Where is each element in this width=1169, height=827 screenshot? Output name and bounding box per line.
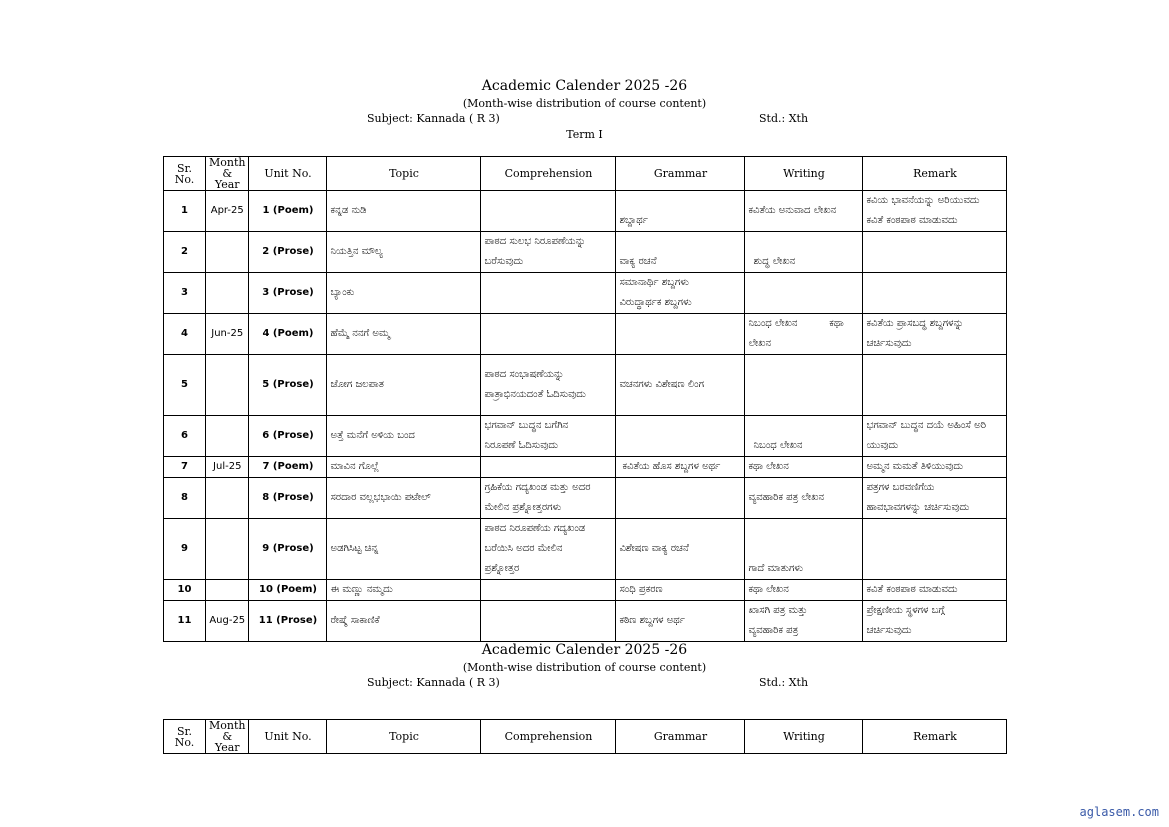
- comprehension: [481, 273, 616, 314]
- sr-no: 9: [164, 519, 206, 580]
- col-header-sr: Sr. No.: [164, 157, 206, 191]
- topic: ಕನ್ನಡ ನುಡಿ: [327, 191, 481, 232]
- sr-no: 8: [164, 478, 206, 519]
- grammar: ಶಬ್ದಾರ್ಥ: [616, 191, 745, 232]
- sr-no: 5: [164, 355, 206, 416]
- remark: ಕವಿತೆ ಕಂಠಪಾಠ ಮಾಡುವದು: [863, 580, 1007, 601]
- col-header-remark: Remark: [863, 720, 1007, 754]
- writing: ಕಥಾ ಲೇಖನ: [745, 580, 863, 601]
- writing: ಕವಿತೆಯ ಅನುವಾದ ಲೇಖನ: [745, 191, 863, 232]
- subject-label-2: Subject: Kannada ( R 3): [367, 676, 500, 689]
- grammar: ಕವಿತೆಯ ಹೊಸ ಶಬ್ದಗಳ ಅರ್ಥ: [616, 457, 745, 478]
- unit-no: 8 (Prose): [249, 478, 327, 519]
- table-row: [164, 580, 1007, 601]
- remark: [863, 355, 1007, 416]
- calendar-title: Academic Calender 2025 -26: [481, 78, 688, 94]
- month: Jul-25: [206, 457, 249, 478]
- grammar: ಸಮಾನಾರ್ಥಿ ಶಬ್ದಗಳು ವಿರುದ್ಧಾರ್ಥಕ ಶಬ್ದಗಳು: [616, 273, 745, 314]
- remark: ಕವಿಯ ಭಾವನೆಯನ್ನು ಅರಿಯುವದು ಕವಿತೆ ಕಂಠಪಾಠ ಮಾಡುವದು: [863, 191, 1007, 232]
- unit-no: 6 (Prose): [249, 416, 327, 457]
- remark: ಪತ್ರಗಳ ಬರವಣಿಗೆಯ ಹಾವಭಾವಗಳನ್ನು ಚರ್ಚಿಸುವುದು: [863, 478, 1007, 519]
- col-header-month: Month & Year: [206, 720, 249, 754]
- month: Aug-25: [206, 601, 249, 642]
- topic: ಅಡಗಿಸಿಟ್ಟ ಚಿನ್ನ: [327, 519, 481, 580]
- header-row: [164, 720, 1007, 754]
- std-label-2: Std.: Xth: [759, 676, 809, 689]
- writing: ವ್ಯವಹಾರಿಕ ಪತ್ರ ಲೇಖನ: [745, 478, 863, 519]
- remark: [863, 273, 1007, 314]
- comprehension: ಪಾಠದ ನಿರೂಪಣೆಯ ಗದ್ಯಖಂಡ ಬರೆಯಿಸಿ ಅದರ ಮೇಲಿನ ಪ್ರಶ್ನೋತ್ತರ: [481, 519, 616, 580]
- month: [206, 478, 249, 519]
- col-header-grammar: Grammar: [616, 720, 745, 754]
- writing: ಗಾದೆ ಮಾತುಗಳು: [745, 519, 863, 580]
- table-row: [164, 273, 1007, 314]
- table-row: [164, 314, 1007, 355]
- col-header-sr: Sr. No.: [164, 720, 206, 754]
- writing: ನಿಬಂಧ ಲೇಖನ: [745, 416, 863, 457]
- col-header-writing: Writing: [745, 720, 863, 754]
- calendar-subtitle-2: (Month-wise distribution of course content): [462, 661, 707, 674]
- remark: ಅಮ್ಮನ ಮಮತೆ ತಿಳಿಯುವುದು: [863, 457, 1007, 478]
- table-row: [164, 232, 1007, 273]
- table-row: [164, 457, 1007, 478]
- sr-no: 10: [164, 580, 206, 601]
- comprehension: [481, 191, 616, 232]
- table-row: [164, 478, 1007, 519]
- table-row: [164, 416, 1007, 457]
- table-row: [164, 355, 1007, 416]
- grammar: ಸಂಧಿ ಪ್ರಕರಣ: [616, 580, 745, 601]
- remark: ಪ್ರೇಕ್ಷಣೀಯ ಸ್ಥಳಗಳ ಬಗ್ಗೆ ಚರ್ಚಿಸುವುದು: [863, 601, 1007, 642]
- month: [206, 232, 249, 273]
- col-header-topic: Topic: [327, 157, 481, 191]
- grammar: [616, 314, 745, 355]
- topic: ಬ್ಯಾಂಕು: [327, 273, 481, 314]
- month: Apr-25: [206, 191, 249, 232]
- comprehension: ಭಗವಾನ್ ಬುದ್ಧನ ಬಗೆಗಿನ ನಿರೂಪಣೆ ಓದಿಸುವುದು: [481, 416, 616, 457]
- table-row: [164, 601, 1007, 642]
- comprehension: [481, 457, 616, 478]
- grammar: [616, 416, 745, 457]
- month: Jun-25: [206, 314, 249, 355]
- topic: ಸರದಾರ ವಲ್ಲಭಭಾಯಿ ಪಟೇಲ್: [327, 478, 481, 519]
- col-header-month: Month & Year: [206, 157, 249, 191]
- month: [206, 416, 249, 457]
- col-header-writing: Writing: [745, 157, 863, 191]
- month: [206, 580, 249, 601]
- grammar: ವಾಕ್ಯ ರಚನೆ: [616, 232, 745, 273]
- sr-no: 3: [164, 273, 206, 314]
- comprehension: ಪಾಠದ ಸಂಭಾಷಣೆಯನ್ನು ಪಾತ್ರಾಭಿನಯದಂತೆ ಓದಿಸುವುದು: [481, 355, 616, 416]
- sr-no: 7: [164, 457, 206, 478]
- comprehension: [481, 580, 616, 601]
- comprehension: [481, 601, 616, 642]
- std-label: Std.: Xth: [759, 112, 809, 125]
- sr-no: 4: [164, 314, 206, 355]
- term-label: Term I: [566, 128, 603, 141]
- month: [206, 355, 249, 416]
- grammar: ವಚನಗಳು ವಿಶೇಷಣ ಲಿಂಗ: [616, 355, 745, 416]
- sr-no: 1: [164, 191, 206, 232]
- subject-label: Subject: Kannada ( R 3): [367, 112, 500, 125]
- calendar-title-2: Academic Calender 2025 -26: [481, 642, 688, 658]
- comprehension: [481, 314, 616, 355]
- writing: ನಿಬಂಧ ಲೇಖನ ಕಥಾ ಲೇಖನ: [745, 314, 863, 355]
- col-header-grammar: Grammar: [616, 157, 745, 191]
- writing: ಕಥಾ ಲೇಖನ: [745, 457, 863, 478]
- unit-no: 10 (Poem): [249, 580, 327, 601]
- grammar: [616, 478, 745, 519]
- sr-no: 11: [164, 601, 206, 642]
- unit-no: 2 (Prose): [249, 232, 327, 273]
- month: [206, 273, 249, 314]
- col-header-unit: Unit No.: [249, 157, 327, 191]
- table-row: [164, 519, 1007, 580]
- month: [206, 519, 249, 580]
- col-header-topic: Topic: [327, 720, 481, 754]
- calendar-table: [163, 156, 1007, 642]
- watermark: aglasem.com: [1079, 805, 1159, 819]
- header-row: [164, 157, 1007, 191]
- sr-no: 6: [164, 416, 206, 457]
- unit-no: 3 (Prose): [249, 273, 327, 314]
- col-header-comprehension: Comprehension: [481, 157, 616, 191]
- remark: ಭಗವಾನ್ ಬುದ್ಧನ ದಯೆ ಅಹಿಂಸೆ ಅರಿ ಯುವುದು: [863, 416, 1007, 457]
- topic: ಅತ್ತೆ ಮನೆಗೆ ಅಳಿಯ ಬಂದ: [327, 416, 481, 457]
- sr-no: 2: [164, 232, 206, 273]
- col-header-remark: Remark: [863, 157, 1007, 191]
- calendar-subtitle: (Month-wise distribution of course content): [462, 97, 707, 110]
- col-header-comprehension: Comprehension: [481, 720, 616, 754]
- unit-no: 9 (Prose): [249, 519, 327, 580]
- grammar: ಕಠಿಣ ಶಬ್ದಗಳ ಅರ್ಥ: [616, 601, 745, 642]
- topic: ಹೆಮ್ಮೆ ನನಗೆ ಅಮ್ಮ: [327, 314, 481, 355]
- topic: ಮಾವಿನ ಗೊಲ್ಲೆ: [327, 457, 481, 478]
- topic: ಈ ಮಣ್ಣು ನಮ್ಮದು: [327, 580, 481, 601]
- comprehension: ಪಾಠದ ಸುಲಭ ನಿರೂಪಣೆಯನ್ನು ಬರೆಸುವುದು: [481, 232, 616, 273]
- comprehension: ಗ್ರಹಿಕೆಯ ಗದ್ಯಖಂಡ ಮತ್ತು ಅದರ ಮೇಲಿನ ಪ್ರಶ್ನೋತ್ತರಗಳು: [481, 478, 616, 519]
- col-header-unit: Unit No.: [249, 720, 327, 754]
- unit-no: 7 (Poem): [249, 457, 327, 478]
- remark: ಕವಿತೆಯ ಪ್ರಾಸಬದ್ಧ ಶಬ್ದಗಳನ್ನು ಚರ್ಚಿಸುವುದು: [863, 314, 1007, 355]
- writing: ಶುದ್ಧ ಲೇಖನ: [745, 232, 863, 273]
- calendar-table-2: [163, 719, 1007, 754]
- topic: ರೇಷ್ಮೆ ಸಾಕಾಣಿಕೆ: [327, 601, 481, 642]
- remark: [863, 519, 1007, 580]
- topic: ನಿಯತ್ತಿನ ಮೌಲ್ಯ: [327, 232, 481, 273]
- writing: [745, 273, 863, 314]
- writing: [745, 355, 863, 416]
- grammar: ವಿಶೇಷಣ ವಾಕ್ಯ ರಚನೆ: [616, 519, 745, 580]
- unit-no: 4 (Poem): [249, 314, 327, 355]
- unit-no: 5 (Prose): [249, 355, 327, 416]
- unit-no: 1 (Poem): [249, 191, 327, 232]
- remark: [863, 232, 1007, 273]
- unit-no: 11 (Prose): [249, 601, 327, 642]
- table-row: [164, 191, 1007, 232]
- topic: ಜೋಗ ಜಲಪಾತ: [327, 355, 481, 416]
- writing: ಖಾಸಗಿ ಪತ್ರ ಮತ್ತು ವ್ಯವಹಾರಿಕ ಪತ್ರ: [745, 601, 863, 642]
